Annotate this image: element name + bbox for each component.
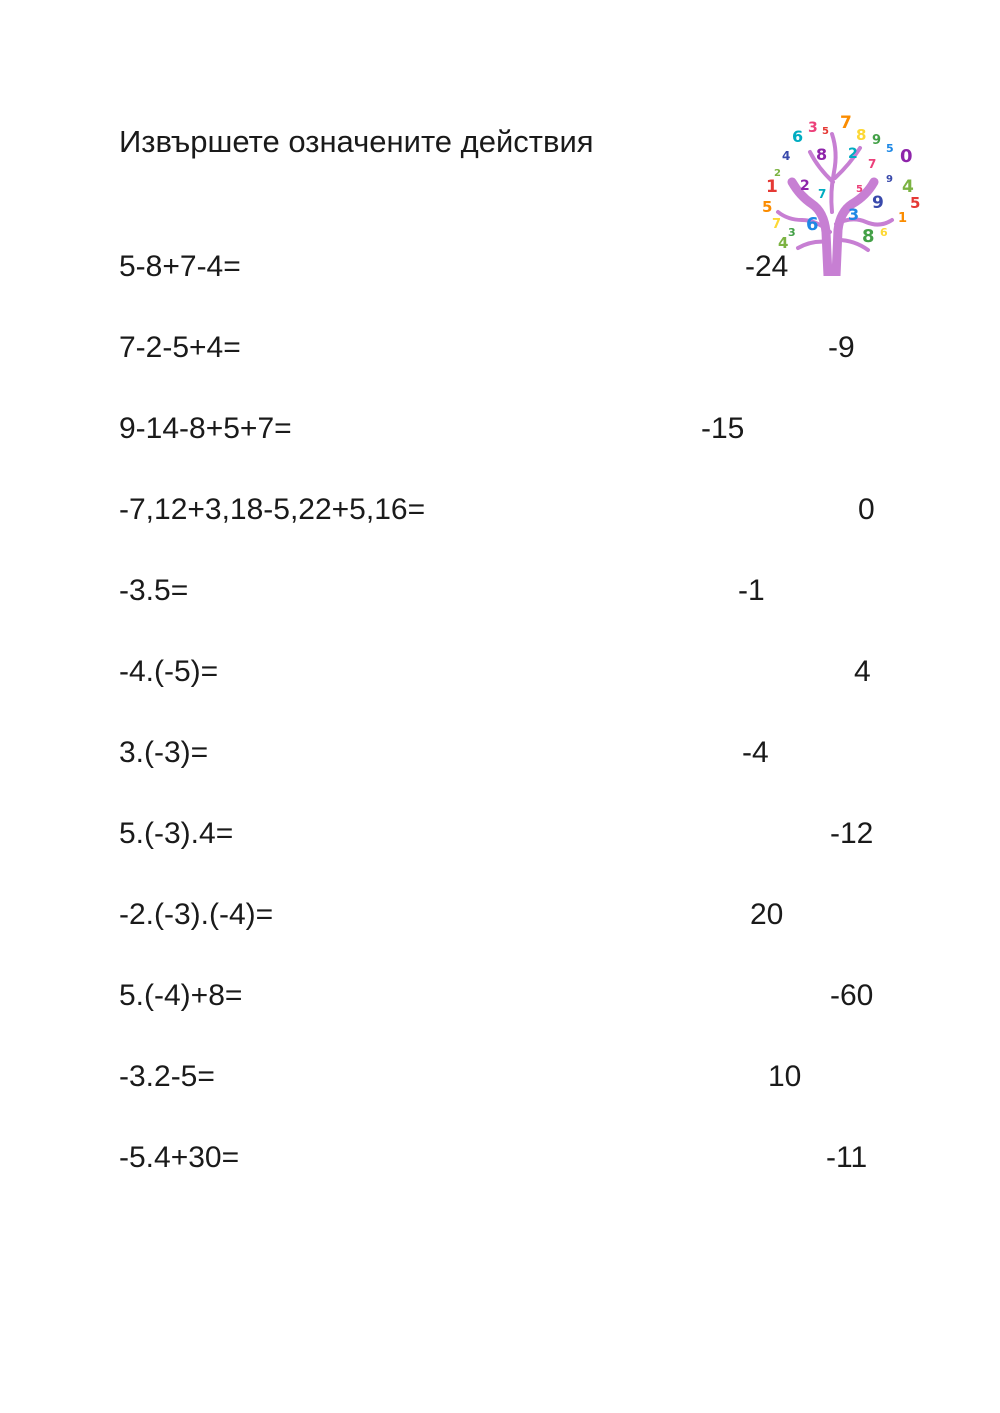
- tree-digit: 8: [862, 226, 875, 247]
- answer-tile[interactable]: -1: [738, 574, 765, 607]
- tree-digit: 5: [886, 142, 894, 155]
- exercise-expression: 7-2-5+4=: [119, 331, 241, 364]
- tree-digit: 5: [856, 184, 863, 195]
- tree-digit: 7: [840, 113, 852, 133]
- exercise-expression: -3.2-5=: [119, 1060, 215, 1093]
- exercise-expression: -5.4+30=: [119, 1141, 240, 1174]
- tree-digit: 6: [880, 226, 888, 239]
- tree-digit: 2: [848, 146, 858, 162]
- tree-digit: 7: [772, 217, 782, 232]
- tree-digit: 4: [782, 149, 791, 163]
- tree-digit: 9: [872, 193, 884, 213]
- tree-digit: 7: [868, 157, 877, 171]
- tree-digit: 3: [808, 120, 818, 136]
- exercise-expression: 3.(-3)=: [119, 736, 209, 769]
- exercise-expression: 5-8+7-4=: [119, 250, 241, 283]
- tree-digit: 8: [816, 145, 828, 164]
- tree-digit: 3: [788, 226, 796, 239]
- tree-digit: 3: [848, 205, 860, 224]
- exercise-expression: -3.5=: [119, 574, 189, 607]
- page-title: Извършете означените действия: [119, 124, 594, 159]
- tree-digit: 9: [872, 133, 882, 148]
- tree-digit: 2: [800, 178, 810, 194]
- tree-digit: 5: [910, 194, 920, 212]
- answer-tile[interactable]: 10: [768, 1060, 802, 1093]
- answer-tile[interactable]: -24: [745, 250, 789, 283]
- exercise-expression: 9-14-8+5+7=: [119, 412, 292, 445]
- exercise-expression: 5.(-4)+8=: [119, 979, 243, 1012]
- answer-tile[interactable]: -4: [742, 736, 769, 769]
- answer-tile[interactable]: -9: [828, 331, 855, 364]
- tree-digit: 5: [822, 126, 829, 137]
- answer-tile[interactable]: -12: [830, 817, 874, 850]
- exercise-expression: -4.(-5)=: [119, 655, 219, 688]
- tree-digit: 7: [818, 187, 827, 201]
- tree-digit: 1: [898, 211, 908, 226]
- tree-branch: [836, 219, 892, 224]
- answer-tile[interactable]: 0: [858, 493, 875, 526]
- tree-digit: 1: [766, 177, 778, 197]
- tree-branch: [831, 134, 835, 212]
- tree-digit: 8: [856, 126, 867, 144]
- tree-digit: 4: [778, 234, 789, 252]
- tree-digit: 6: [792, 127, 804, 146]
- answer-tile[interactable]: -60: [830, 979, 874, 1012]
- tree-digit: 9: [886, 174, 893, 185]
- exercise-expression: 5.(-3).4=: [119, 817, 234, 850]
- tree-digit: 5: [762, 198, 773, 216]
- tree-digit: 0: [900, 146, 913, 167]
- tree-digit: 4: [902, 177, 914, 197]
- exercise-expression: -2.(-3).(-4)=: [119, 898, 274, 931]
- answer-tile[interactable]: 4: [854, 655, 871, 688]
- answer-tile[interactable]: 20: [750, 898, 784, 931]
- tree-digit: 2: [774, 168, 781, 179]
- tree-digit: 6: [806, 214, 819, 235]
- exercise-expression: -7,12+3,18-5,22+5,16=: [119, 493, 426, 526]
- answer-tile[interactable]: -11: [826, 1141, 868, 1174]
- answer-tile[interactable]: -15: [701, 412, 745, 445]
